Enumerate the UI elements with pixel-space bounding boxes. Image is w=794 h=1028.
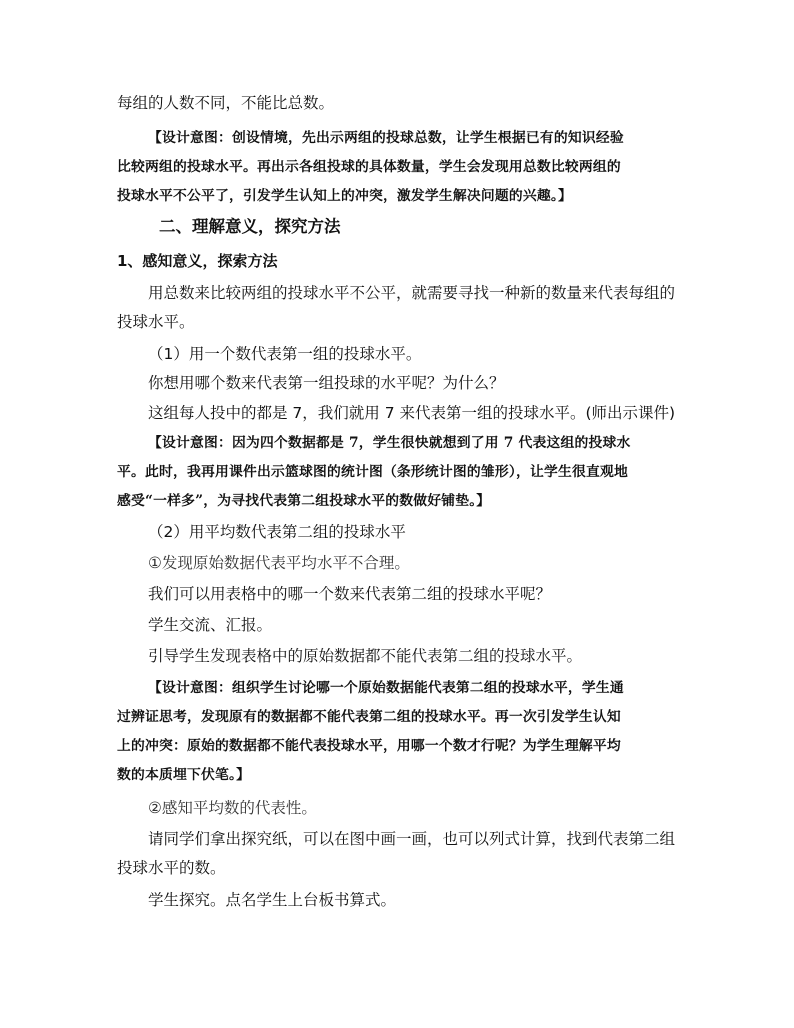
paragraph-line: 请同学们拿出探究纸，可以在图中画一画，也可以列式计算，找到代表第二组 [148,830,676,848]
design-intent-line: 【设计意图：创设情境，先出示两组的投球总数，让学生根据已有的知识经验 [148,130,624,146]
paragraph-line: 引导学生发现表格中的原始数据都不能代表第二组的投球水平。 [148,647,583,665]
design-intent-line: 比较两组的投球水平。再出示各组投球的具体数量，学生会发现用总数比较两组的 [117,159,621,175]
section-heading: 二、理解意义，探究方法 [159,217,341,236]
paragraph-line: 这组每人投中的都是 7，我们就用 7 来代表第一组的投球水平。(师出示课件) [148,404,676,422]
design-intent-line: 过辨证思考，发现原有的数据都不能代表第二组的投球水平。再一次引发学生认知 [117,709,621,725]
paragraph-line: 学生探究。点名学生上台板书算式。 [148,891,397,909]
paragraph-line: （1）用一个数代表第一组的投球水平。 [148,345,422,363]
paragraph-line: 投球水平。 [117,313,195,331]
design-intent-line: 投球水平不公平了，引发学生认知上的冲突，激发学生解决问题的兴趣。】 [117,188,572,204]
design-intent-line: 平。此时，我再用课件出示篮球图的统计图（条形统计图的雏形），让学生很直观地 [117,464,628,480]
paragraph-line: 我们可以用表格中的哪一个数来代表第二组的投球水平呢？ [148,585,552,603]
paragraph-line: 学生交流、汇报。 [148,616,273,634]
design-intent-line: 【设计意图：因为四个数据都是 7，学生很快就想到了用 7 代表这组的投球水 [148,435,631,451]
paragraph-line: （2）用平均数代表第二组的投球水平 [148,523,406,541]
subsection-heading: 1、感知意义，探索方法 [117,252,278,270]
paragraph-line: 用总数来比较两组的投球水平不公平，就需要寻找一种新的数量来代表每组的 [148,284,676,302]
paragraph-line: 投球水平的数。 [117,859,226,877]
design-intent-line: 【设计意图：组织学生讨论哪一个原始数据能代表第二组的投球水平，学生通 [148,680,624,696]
paragraph-line: ②感知平均数的代表性。 [148,799,317,817]
design-intent-line: 感受“一样多”，为寻找代表第二组投球水平的数做好铺垫。】 [117,493,491,509]
design-intent-line: 上的冲突：原始的数据都不能代表投球水平，用哪一个数才行呢？为学生理解平均 [117,738,621,754]
paragraph-line: 每组的人数不同，不能比总数。 [117,94,335,112]
paragraph-line: ①发现原始数据代表平均水平不合理。 [148,554,410,572]
paragraph-line: 你想用哪个数来代表第一组投球的水平呢？为什么？ [148,374,505,392]
design-intent-line: 数的本质埋下伏笔。】 [117,767,251,783]
